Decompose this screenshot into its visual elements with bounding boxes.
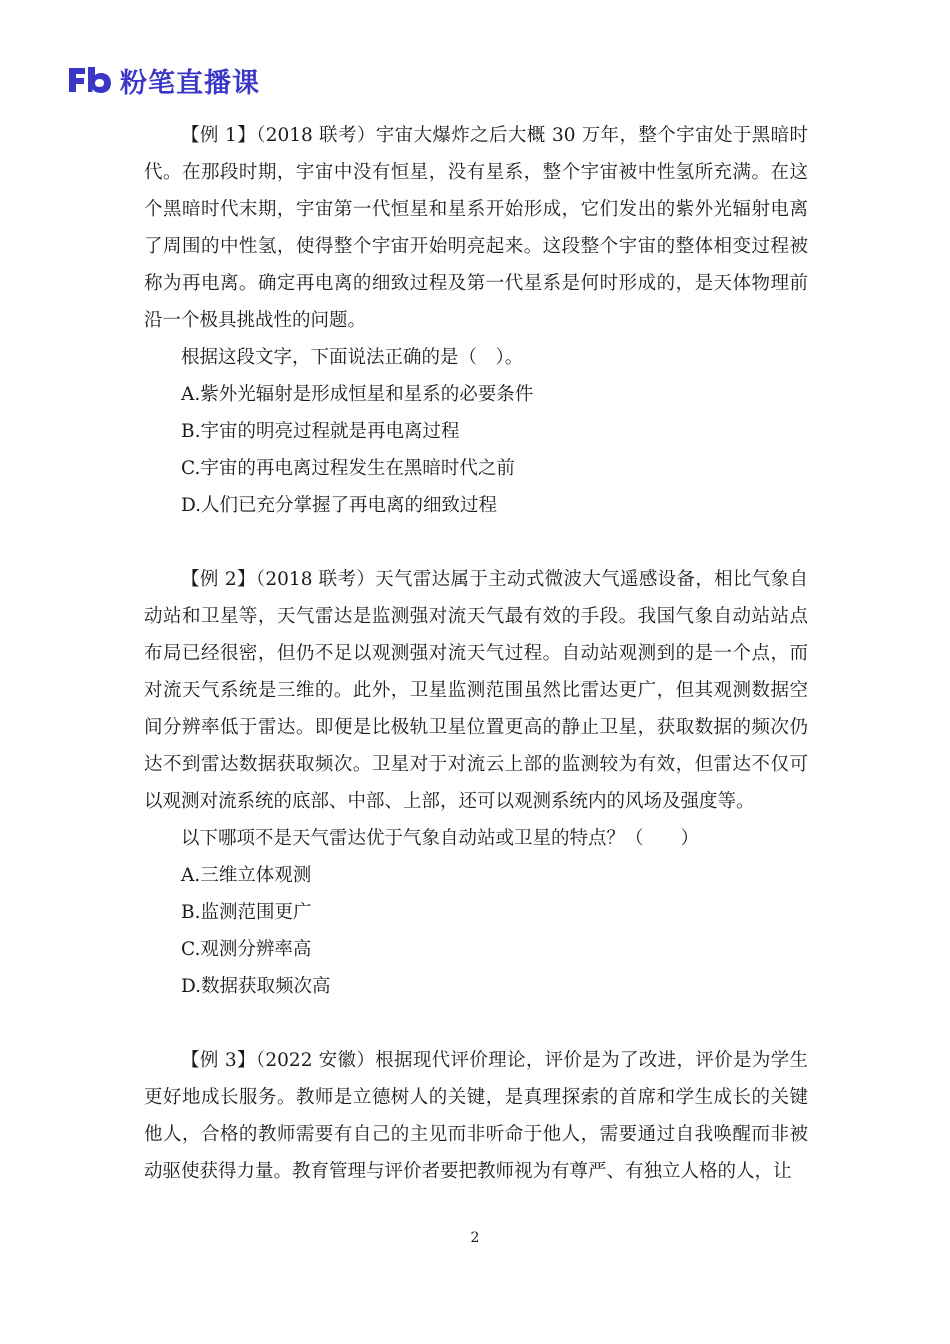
example-3	[144, 1042, 808, 1190]
example-1-option-a: A.紫外光辐射是形成恒星和星系的必要条件	[181, 384, 534, 405]
example-1-option-d: D.人们已充分掌握了再电离的细致过程	[181, 495, 498, 516]
example-1-option-b: B.宇宙的明亮过程就是再电离过程	[181, 421, 460, 442]
example-1-passage: 【例 1】（2018 联考）宇宙大爆炸之后大概 30 万年，整个宇宙处于黑暗时代。在那段时期，宇宙中没有恒星，没有星系，整个宇宙被中性氢所充满。在这个黑暗时代末期，宇宙第一代恒星和星系开始形成，它们发出的紫外光辐射电离了周围的中性氢，使得整个宇宙开始明亮起来。这段整个宇宙的整体相变过程被称为再电离。确定再电离的细致过程及第一代星系是何时形成的，是天体物理前沿一个极具挑战性的问题。	[144, 125, 808, 331]
logo-text: 粉笔直播课	[120, 67, 260, 99]
example-1-option-c: C.宇宙的再电离过程发生在黑暗时代之前	[181, 458, 515, 479]
example-3-passage: 【例 3】（2022 安徽）根据现代评价理论，评价是为了改进，评价是为学生更好地成长服务。教师是立德树人的关键，是真理探索的首席和学生成长的关键他人，合格的教师需要有自己的主见而非听命于他人，需要通过自我唤醒而非被动驱使获得力量。教育管理与评价者要把教师视为有尊严、有独立人格的人，让	[144, 1050, 808, 1182]
fb-logo-icon	[66, 64, 114, 96]
example-2	[144, 561, 808, 1005]
brand-logo	[66, 60, 260, 100]
example-2-option-d: D.数据获取频次高	[181, 976, 331, 997]
example-2-option-a: A.三维立体观测	[181, 865, 312, 886]
section-spacer	[144, 524, 808, 561]
example-2-question: 以下哪项不是天气雷达优于气象自动站或卫星的特点？（ ）	[181, 828, 700, 849]
document-body	[144, 117, 808, 1190]
example-2-passage: 【例 2】（2018 联考）天气雷达属于主动式微波大气遥感设备，相比气象自动站和卫星等，天气雷达是监测强对流天气最有效的手段。我国气象自动站站点布局已经很密，但仍不足以观测强对流天气过程。自动站观测到的是一个点，而对流天气系统是三维的。此外，卫星监测范围虽然比雷达更广，但其观测数据空间分辨率低于雷达。即便是比极轨卫星位置更高的静止卫星，获取数据的频次仍达不到雷达数据获取频次。卫星对于对流云上部的监测较为有效，但雷达不仅可以观测对流系统的底部、中部、上部，还可以观测系统内的风场及强度等。	[144, 569, 808, 812]
example-1	[144, 117, 808, 524]
example-1-question: 根据这段文字，下面说法正确的是（ ）。	[181, 347, 524, 368]
section-spacer	[144, 1005, 808, 1042]
page-number: 2	[470, 1230, 480, 1246]
example-2-option-c: C.观测分辨率高	[181, 939, 312, 960]
example-2-option-b: B.监测范围更广	[181, 902, 312, 923]
